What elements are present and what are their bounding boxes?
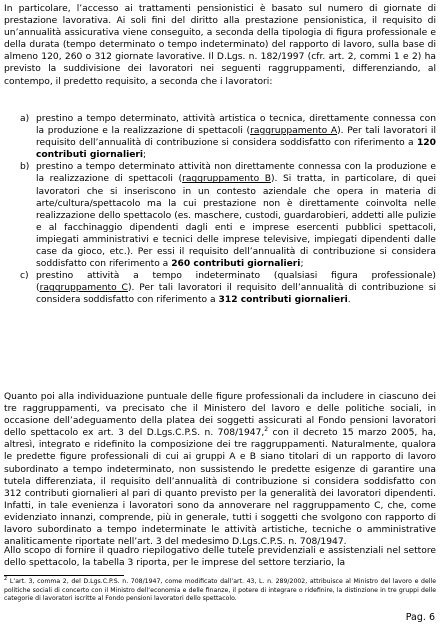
footnote-reference[interactable]: 2	[264, 426, 269, 434]
contribution-requirement: 120 contributi giornalieri	[36, 138, 436, 161]
list-text: ;	[143, 150, 147, 161]
intro-paragraph: In particolare, l’accesso ai trattamenti pensionistici è basato sul numero di giornate di prestazione lavorativa. Ai soli fini del diritto alla prestazione pensionistica, il requisito di un’annualità assicurativa viene conseguito, a seconda della tipologia di figura professionale e della durata (tempo determinato o tempo indeterminato) del rapporto di lavoro, sulla base di almeno 120, 260 o 312 giornate lavorative. Il D.Lgs. n. 182/1997 (cfr. art. 2, commi 1 e 2) ha previsto la suddivisione dei lavoratori nei seguenti raggruppamenti, differenziando, al contempo, il predetto requisito, a seconda che i lavoratori:	[4, 4, 436, 87]
footnote-text: L’art. 3, comma 2, del D.Lgs.C.P.S. n. 708/1947, come modificato dall’art. 43, L. n. 289/2002, attribuisce al Ministro del lavoro e delle politiche sociali di concerto con il Ministro dell’economia e delle finanze, il potere di integrare o ridefinire, la distinzione in tre gruppi delle categorie di lavoratori iscritte al Fondo pensioni lavoratori dello spettacolo.	[4, 578, 436, 603]
list-text: ). Per tali lavoratori il requisito dell’annualità di contribuzione si considera soddisfatto con riferimento a	[36, 283, 436, 306]
list-text: ;	[300, 259, 304, 270]
summary-paragraph: Allo scopo di fornire il quadro riepilogativo delle tutele previdenziali e assistenziali nel settore dello spettacolo, la tabella 3 riporta, per le imprese del settore terziario, la	[4, 546, 436, 569]
worker-groups-list	[4, 113, 436, 307]
list-marker: b)	[20, 162, 30, 173]
list-marker: a)	[20, 114, 30, 124]
contribution-requirement: 260 contributi giornalieri	[171, 259, 301, 270]
paragraph-text: con il decreto 15 marzo 2005, ha, altresì, integrato e ridefinito la composizione dei tre raggruppamenti. Naturalmente, qualora le predette figure professionali di cui ai gruppi A e B siano titolari di un rapporto di lavoro subordinato a tempo indeterminato, non sussistendo le predette esigenze di garantire una tutela differenziata, il requisito dell’annualità di contribuzione si considera soddisfatto con 312 contributi giornalieri al pari di quanto previsto per la generalità dei lavoratori dipendenti. Infatti, in tale evenienza i lavoratori sono da annoverare nel raggruppamento C, che, come evidenziato innanzi, comprende, più in generale, tutti i soggetti che svolgono con rapporto di lavoro subordinato a tempo indeterminate le attività artistiche, tecniche o amministrative analiticamente riportate nell’art. 3 del medesimo D.Lgs.C.P.S. n. 708/1947.	[4, 428, 436, 548]
footnote-divider	[4, 575, 124, 576]
group-label: raggruppamento C	[39, 283, 128, 294]
page-number: Pag. 6	[405, 612, 435, 623]
group-label: raggruppamento A	[250, 126, 338, 137]
list-item	[4, 161, 436, 270]
list-text: prestino a tempo determinato attività non direttamente connessa con la produzione e la realizzazione di spettacoli (	[36, 162, 436, 185]
list-item	[4, 270, 436, 306]
list-text: prestino attività a tempo indeterminato (qualsiasi figura professionale) (	[36, 271, 436, 294]
group-label: raggruppamento B	[182, 174, 271, 185]
paragraph-text: Quanto poi alla individuazione puntuale delle figure professionali da includere in ciascuno dei tre raggruppamenti, va precisato che il Ministero del lavoro e delle politiche sociali, in occasione dell’adeguamento della platea dei soggetti assicurati al Fondo pensioni lavoratori dello spettacolo ex art. 3 del D.Lgs.C.P.S. n. 708/1947,	[4, 392, 436, 439]
list-marker: c)	[20, 271, 29, 282]
list-text: ). Per tali lavoratori il requisito dell’annualità di contribuzione si considera soddisfatto con riferimento a	[36, 126, 436, 149]
list-text: prestino a tempo determinato, attività artistica o tecnica, direttamente connessa con la produzione e la realizzazione di spettacoli (	[36, 114, 436, 137]
groups-paragraph	[4, 391, 436, 548]
footnote-number: 2	[4, 575, 8, 582]
list-text: ). Si tratta, in particolare, di quei lavoratori che si inseriscono in un contesto aziendale che opera in materia di arte/cultura/spettacolo ma la cui prestazione non è direttamente coinvolta nelle realizzazione dello spettacolo (es. maschere, custodi, guardarobieri, addetti alle pulizie e al facchinaggio dipendenti dagli enti e imprese esercenti pubblici spettacoli, impiegati amministrativi e tecnici delle imprese televisive, impiegati dipendenti dalle case da gioco, etc.). Per essi il requisito dell’annualità di contribuzione si considera soddisfatto con riferimento a	[36, 174, 436, 270]
contribution-requirement: 312 contributi giornalieri	[218, 295, 348, 306]
list-item	[4, 113, 436, 161]
list-text: .	[347, 295, 351, 306]
footnote	[4, 575, 436, 604]
